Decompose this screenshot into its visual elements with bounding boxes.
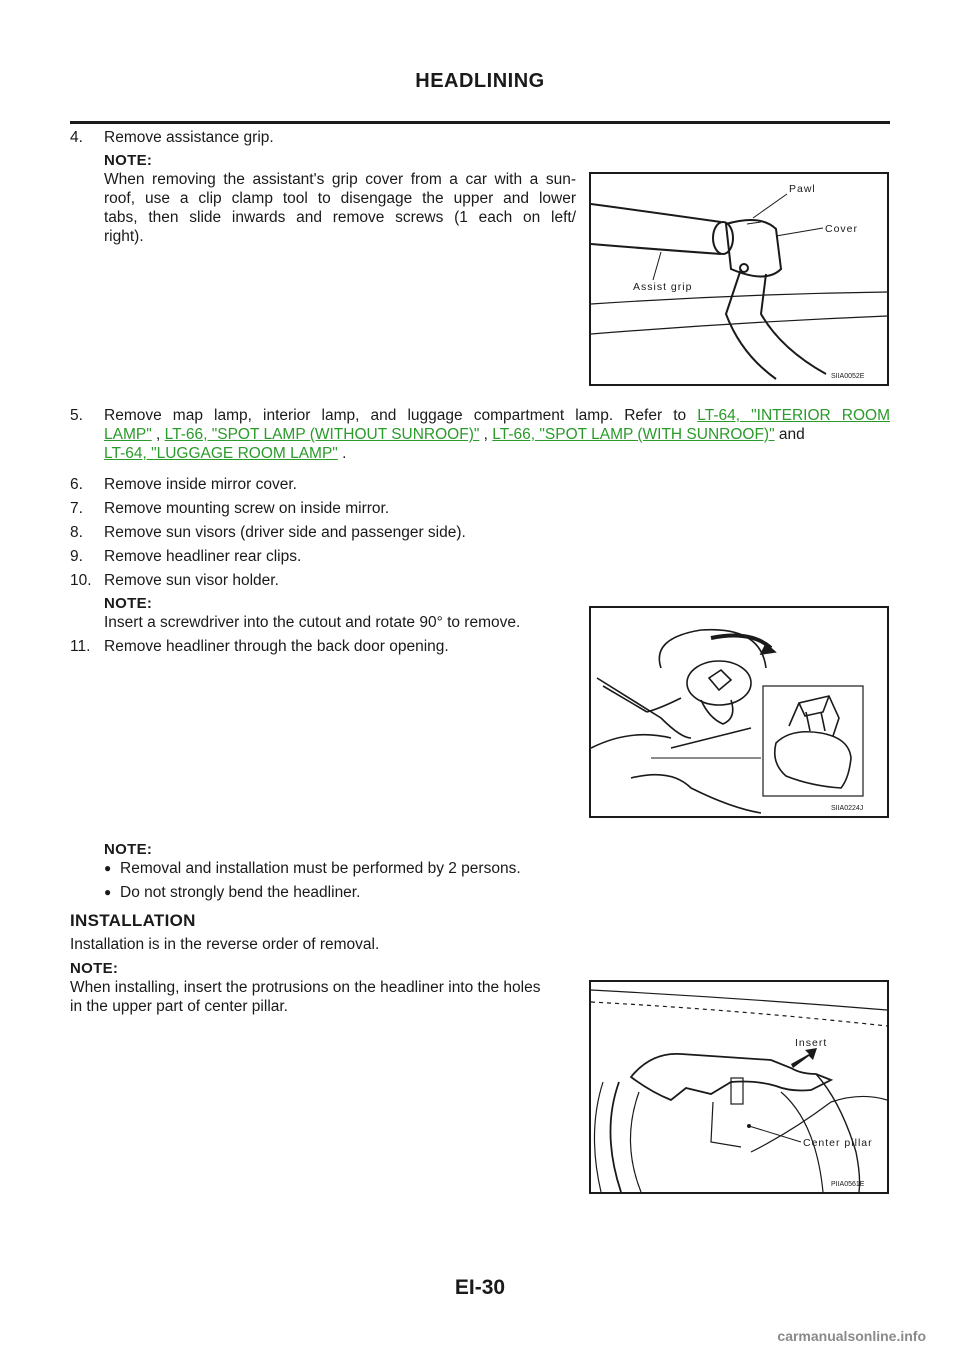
interior-room-lamp-link[interactable]: LT-64, "INTERIOR ROOM (697, 407, 890, 424)
separator: and (774, 426, 805, 443)
step-number: 6. (70, 476, 83, 493)
step-number: 8. (70, 524, 83, 541)
section-heading: INSTALLATION (70, 911, 196, 930)
step-5 (70, 406, 890, 463)
bullet-icon: ● (104, 861, 112, 875)
step-number: 5. (70, 407, 83, 424)
step-number: 4. (70, 129, 83, 146)
header-rule (70, 121, 890, 124)
step-6 (70, 475, 297, 494)
page-title: HEADLINING (415, 70, 545, 92)
cover-label: Cover (825, 223, 859, 235)
note-3-bullet (104, 859, 521, 879)
spot-lamp-with-sunroof-link[interactable]: LT-66, "SPOT LAMP (WITH SUNROOF)" (492, 426, 775, 443)
center-pillar-figure (589, 980, 889, 1194)
luggage-room-lamp-link[interactable]: LT-64, "LUGGAGE ROOM LAMP" (104, 445, 338, 462)
step-4 (70, 128, 274, 147)
interior-room-lamp-link-cont[interactable]: LAMP" (104, 426, 152, 443)
bullet-icon: ● (104, 885, 112, 899)
step-8 (70, 523, 466, 542)
installation-text: Installation is in the reverse order of removal. (70, 936, 380, 953)
note-label: NOTE: (70, 960, 119, 977)
step-text: Remove map lamp, interior lamp, and luggage compartment lamp. Refer to (104, 407, 687, 424)
note-label: NOTE: (104, 841, 153, 858)
assist-grip-illustration (591, 174, 887, 384)
step-number: 7. (70, 500, 83, 517)
note-line: in the upper part of center pillar. (70, 998, 288, 1015)
center-pillar-label: Center pillar (803, 1137, 873, 1149)
note-line: When installing, insert the protrusions on the headliner into the holes (70, 979, 541, 996)
note-line: tabs, then slide inwards and remove screws (1 each on left/ (104, 209, 576, 226)
bullet-text: Removal and installation must be performed by 2 persons. (120, 860, 521, 877)
note-line: When removing the assistant's grip cover from a car with a sun- (104, 171, 576, 188)
figure-code: PIIA0561E (831, 1181, 865, 1188)
step-text: Remove inside mirror cover. (104, 476, 297, 493)
sun-visor-holder-illustration (591, 608, 887, 816)
note-label: NOTE: (104, 152, 153, 169)
note-line: roof, use a clip clamp tool to disengage the upper and lower (104, 190, 576, 207)
center-pillar-illustration (591, 982, 887, 1192)
step-number: 9. (70, 548, 83, 565)
note-line: right). (104, 228, 144, 245)
note-3-bullet (104, 883, 360, 903)
separator: , (151, 426, 165, 443)
separator: . (337, 445, 347, 462)
insert-arrow-icon (791, 1048, 817, 1068)
step-text: Remove assistance grip. (104, 129, 274, 146)
installation-note-text (70, 978, 576, 1016)
assist-grip-label: Assist grip (633, 281, 693, 293)
step-text: Remove sun visor holder. (104, 572, 279, 589)
step-text: Remove mounting screw on inside mirror. (104, 500, 390, 517)
figure-code: SIIA0224J (831, 805, 864, 812)
step-number: 10. (70, 572, 92, 589)
note-label: NOTE: (104, 595, 153, 612)
insert-label: Insert (795, 1037, 828, 1049)
figure-code: SIIA0052E (831, 373, 865, 380)
separator: , (479, 426, 493, 443)
step-number: 11. (70, 638, 91, 655)
step-text: Remove sun visors (driver side and passenger side). (104, 524, 466, 541)
bullet-text: Do not strongly bend the headliner. (120, 884, 361, 901)
sun-visor-holder-figure (589, 606, 889, 818)
step-9 (70, 547, 301, 566)
spot-lamp-without-sunroof-link[interactable]: LT-66, "SPOT LAMP (WITHOUT SUNROOF)" (164, 426, 480, 443)
assist-grip-figure (589, 172, 889, 386)
page-number: EI-30 (454, 1276, 506, 1299)
pawl-label: Pawl (789, 183, 816, 195)
step-text: Remove headliner through the back door opening. (104, 638, 449, 655)
watermark: carmanualsonline.info (777, 1328, 926, 1344)
step-7 (70, 499, 389, 518)
step-text: Remove headliner rear clips. (104, 548, 302, 565)
step-10 (70, 571, 279, 590)
note-2-text: Insert a screwdriver into the cutout and rotate 90° to remove. (104, 614, 521, 631)
step-11 (70, 637, 449, 656)
note-1-text (104, 170, 576, 246)
